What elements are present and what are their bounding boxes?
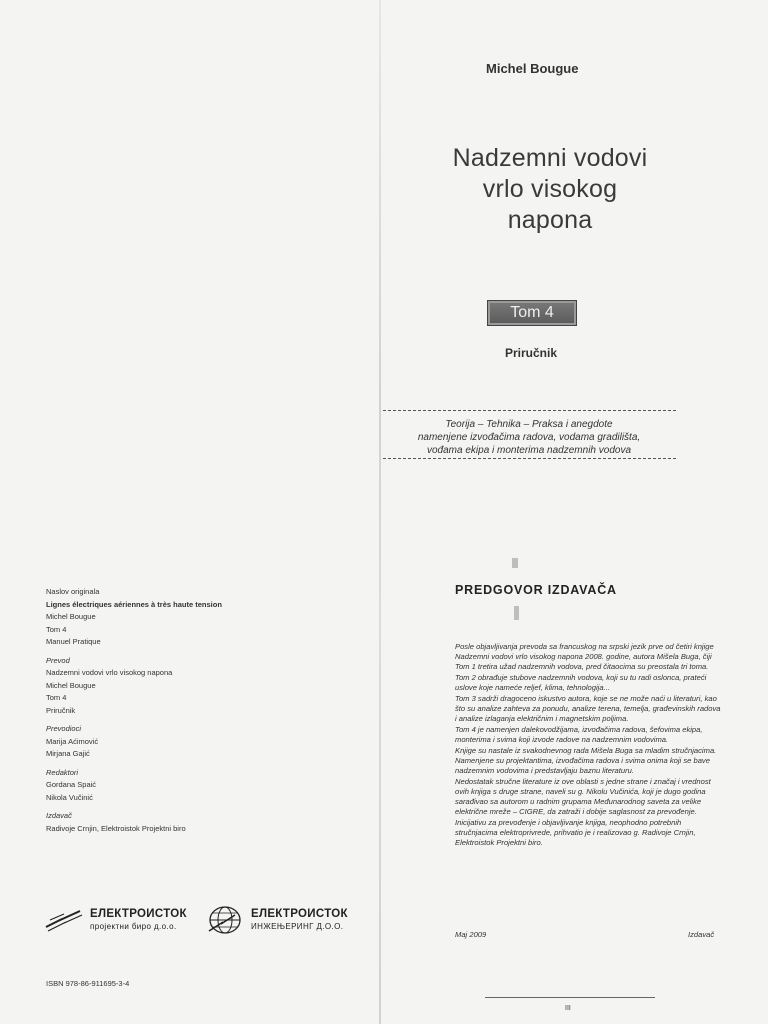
foreword-body	[455, 642, 721, 849]
original-title: Lignes électriques aériennes à très haute tension	[46, 599, 222, 609]
foreword-paragraph: Tom 4 je namenjen dalekovodžijama, izvođačima radova, šefovima ekipa, monterima i svima koji izvode radove na nadzemnim vodovima.	[455, 725, 703, 744]
editor-2: Nikola Vučinić	[46, 792, 93, 802]
foreword-paragraph: Tom 3 sadrži dragoceno iskustvo autora, koje se ne može naći u literaturi, kao što su analize zahteva za ponudu, analize terena, temelja, građevinskih radova i analize izlaganja električnim i magnetskim poljima.	[455, 694, 721, 723]
tom-badge	[487, 300, 577, 326]
logo-right-name: ЕЛЕКТРОИСТОК	[251, 907, 348, 920]
cover-title-line-2: vrlo visokog	[482, 175, 618, 203]
original-label: Naslov originala	[46, 587, 100, 596]
logo-right-sub: ИНЖЕЊЕРИНГ Д.О.О.	[251, 921, 344, 931]
editor-1: Gordana Spaić	[46, 780, 97, 789]
cover-author: Michel Bougue	[486, 61, 579, 76]
cover-title	[400, 143, 700, 236]
original-tome: Tom 4	[46, 624, 67, 634]
tagline-line-2: namenjene izvođačima radova, vodama gradilišta,	[417, 432, 641, 443]
foreword-signature: Izdavač	[688, 930, 715, 939]
logo-left-name: ЕЛЕКТРОИСТОК	[90, 907, 187, 920]
tagline-line-1: Teorija – Tehnika – Praksa i anegdote	[445, 419, 613, 430]
cover-tagline	[394, 418, 664, 457]
foreword-paragraph: Posle objavljivanja prevoda sa francuskog na srpski jezik prve od četiri knjige Nadzemni vodovi vrlo visokog napona 2008. godine, autora Mišela Buga, čiji Tom 1 tretira užad nadzemnih vodova, pred čitaocima su preostala tri toma.	[455, 642, 714, 671]
foreword-paragraph: Nedostatak stručne literature iz ove oblasti s jedne strane i značaj i vrednost ovih knjiga s druge strane, naveli su g. Nikolu Vučinića, koji je dugo godina sarađivao sa autorom u radnim grupama Međunarodnog saveta za velike električne mreže – CIGRE, da zatraži i dobije saglasnost za prevođenje.	[455, 777, 711, 816]
page-number: III	[565, 1005, 571, 1012]
foreword-paragraph: Tom 2 obrađuje stubove nadzemnih vodova, koji su tu radi oslonca, prateći uslove koje nameće reljef, klima, tehnologija...	[455, 673, 707, 692]
logo-left-sub: пројектни биро д.о.о.	[90, 921, 177, 931]
tagline-rule-bottom	[383, 458, 676, 459]
cover-subtitle: Priručnik	[505, 346, 558, 360]
translator-2: Mirjana Gajić	[46, 749, 90, 758]
cover-title-line-1: Nadzemni vodovi	[452, 144, 648, 172]
tagline-rule-top	[383, 410, 676, 411]
publisher: Radivoje Crnjin, Elektroistok Projektni biro	[46, 823, 186, 833]
isbn: ISBN 978-86-911695-3-4	[46, 979, 130, 988]
globe-logo-icon	[205, 905, 245, 935]
page-fold	[379, 0, 381, 1024]
translation-label: Prevod	[46, 655, 70, 665]
translators-label: Prevodioci	[46, 724, 82, 733]
cover-title-line-3: napona	[507, 206, 593, 234]
colophon	[46, 586, 346, 835]
translation-title: Nadzemni vodovi vrlo visokog napona	[46, 668, 173, 677]
page-footer-rule	[485, 997, 655, 998]
original-author: Michel Bougue	[46, 612, 96, 621]
tagline-line-3: vođama ekipa i monterima nadzemnih vodova	[427, 445, 631, 456]
lightning-logo-icon	[44, 907, 84, 933]
scan-speck	[512, 558, 518, 568]
logo-inzenjering	[205, 905, 348, 935]
foreword-date: Maj 2009	[455, 930, 487, 939]
original-subtitle: Manuel Pratique	[46, 637, 101, 646]
translation-author: Michel Bougue	[46, 680, 96, 690]
translation-tome: Tom 4	[46, 693, 67, 702]
tom-badge-label: Tom 4	[510, 304, 554, 321]
foreword-paragraph: Inicijativu za prevođenje i objavljivanje knjiga, neophodno potrebnih stručnjacima elektroprivrede, prihvatio je i realizovao g. Radivoje Crnjin, Elektroistok Projektni biro.	[455, 818, 696, 847]
scan-speck	[514, 606, 519, 620]
foreword-heading: PREDGOVOR IZDAVAČA	[455, 583, 617, 597]
logo-projektni-biro	[44, 907, 187, 933]
foreword-paragraph: Knjige su nastale iz svakodnevnog rada Mišela Buga sa mladim stručnjacima. Namenjene su projektantima, izvođačima radova i svima onima koji se bave nadzemnim vodovima i predstavljaju baznu literaturu.	[455, 746, 717, 775]
translator-1: Marija Aćimović	[46, 736, 99, 746]
translation-subtitle: Priručnik	[46, 705, 76, 715]
publisher-label: Izdavač	[46, 811, 72, 820]
editors-label: Redaktori	[46, 767, 79, 777]
